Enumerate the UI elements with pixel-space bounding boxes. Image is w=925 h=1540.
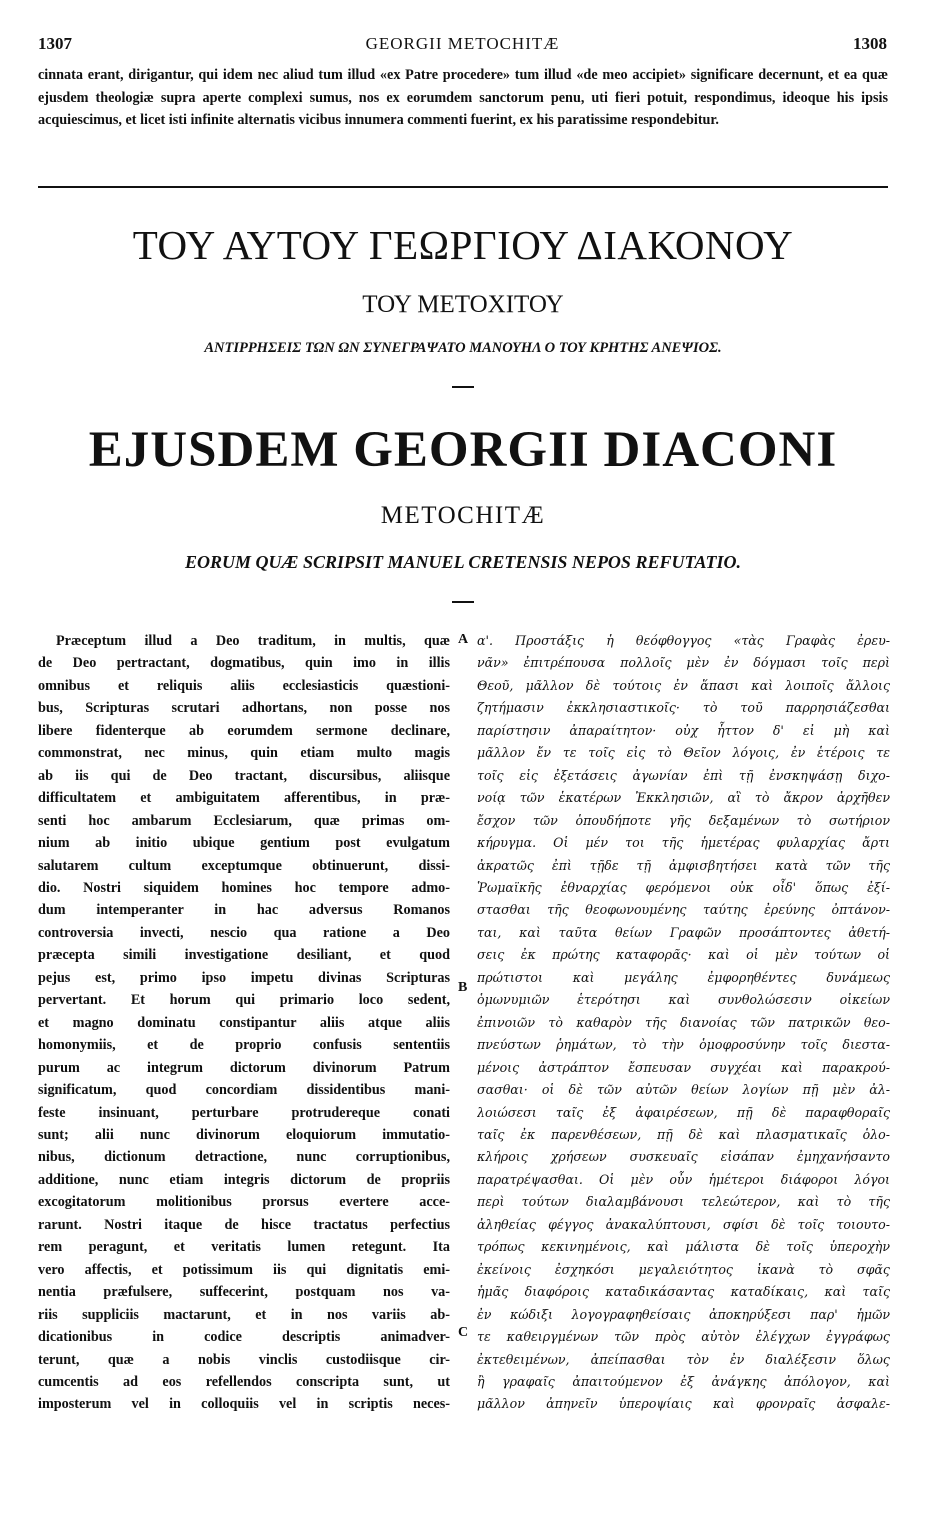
short-rule [452,386,474,388]
running-title: GEORGII METOCHITÆ [365,34,560,53]
latin-text-line: significatum, quod concordiam dissidentibus mani- [38,1082,450,1099]
latin-text-line: nentia præfulsere, suffecerint, postquam nos va- [38,1284,450,1301]
latin-text-line: dicationibus in codice descriptis animadver- [38,1329,450,1346]
latin-text-line: Præceptum illud a Deo traditum, in multis, quæ [56,633,450,649]
greek-text-line: τοῖς εἰς ἐξετάσεις ἀγωνίαν ἐπὶ τῇ ἐνσκηψάσῃ διχο- [477,767,890,783]
greek-text-line: μᾶλλον ἔν τε τοῖς εἰς τὸ Θεῖον λόγοις, ἐν ἑτέροις τε [477,745,890,761]
continuation-paragraph: cinnata erant, dirigantur, qui idem nec aliud tum illud «ex Patre procedere» tum illud «de meo accipiet» significare decernunt, et ea quæ ejusdem theologiæ supra aperte complexi sumus, nos ex eorumdem sanctorum penu, uti fieri potuit, respondimus, ideoque his ipsis acquiescimus, et licet isti infinite alternatis vicibus innumera commenti fuerint, ex his paratissime respondebitur. [38,67,888,128]
greek-description: ΑΝΤΙΡΡΗΣΕΙΣ ΤΩΝ ΩΝ ΣΥΝΕΓΡΑΨΑΤΟ ΜΑΝΟΥΗΛ Ο ΤΟΥ ΚΡΗΤΗΣ ΑΝΕΨΙΟΣ. [204,340,722,356]
greek-text-line: Ῥωμαϊκῆς ἐθναρχίας φερόμενοι οὐκ οἶδ' ὅπως ἐξί- [477,879,890,895]
latin-text-line: vero affectis, et potissimum iis qui dignitatis emi- [38,1261,450,1278]
greek-text-line: νᾶν» ἐπιτρέπουσα πολλοῖς μὲν ἐν δόγμασι τοῖς περὶ [477,655,890,671]
latin-text-line: salutarem cultum exceptumque obtinuerunt, dissi- [38,857,450,874]
latin-subtitle: METOCHITÆ [380,502,546,529]
latin-text-line: feste insinuant, perturbare protrudereque conati [38,1104,450,1121]
greek-text-line: στασθαι τῆς θεοφωνουμένης ταύτης ἐρεύνης ὀπτάνον- [477,902,890,918]
greek-text-line: λοιώσεσι ταῖς ἐξ ἀφαιρέσεων, πῇ δὲ παραφθοραῖς [477,1104,890,1120]
latin-text-line: terunt, quæ a nobis vinclis custodiisque cir- [38,1351,450,1368]
page-number-left: 1307 [38,34,72,53]
greek-text-line: ζητήμασιν ἐκκλησιαστικοῖς· τὸ τοῦ παρρησιάζεσθαι [477,700,890,716]
greek-text-line: πνεύστων ῥημάτων, τὸ τὴν ὁμοφροσύνην τοῖς διεστα- [477,1037,890,1053]
latin-description: EORUM QUÆ SCRIPSIT MANUEL CRETENSIS NEPOS REFUTATIO. [185,552,741,572]
greek-text-line: ται, καὶ ταῦτα θείων Γραφῶν προσάπτοντες ἀθετή- [477,924,890,940]
latin-text-line: dio. Nostri siquidem homines hoc tempore admo- [38,879,450,896]
greek-text-line: σασθαι· οἱ δὲ τῶν αὐτῶν θείων λογίων πῇ μὲν ἀλ- [477,1082,890,1098]
latin-text-line: purum ac integrum dictorum divinorum Patrum [38,1059,450,1076]
section-marker-c: C [458,1325,469,1340]
greek-text-line: ἔσχον τῶν ὁπουδήποτε γῆς δεξαμένων τὸ σωτήριον [477,812,890,828]
greek-column [477,630,890,1416]
greek-text-line: ἡμᾶς διαφόροις καταδικάσαντας καταδίκαις, καὶ ταῖς [477,1284,890,1300]
greek-text-line: ὁμωνυμιῶν ἑτερότησι καὶ συνθολώσεσιν οἰκείων [477,992,890,1008]
greek-text-line: νοίᾳ τῶν ἑκατέρων Ἐκκλησιῶν, αἳ τὸ ἄκρον ἀρχῆθεν [477,790,890,806]
latin-text-line: rarunt. Nostri itaque de hisce tractatus perfectius [38,1216,450,1233]
latin-title: EJUSDEM GEORGII DIACONI [88,422,838,478]
short-rule [452,601,474,603]
latin-text-line: dum intemperanter in hac adversus Romanos [38,902,450,919]
greek-title: ΤΟΥ ΑΥΤΟΥ ΓΕΩΡΓΙΟΥ ΔΙΑΚΟΝΟΥ [132,222,794,268]
latin-text-line: de Deo pertractant, dogmatibus, quin imo in illis [38,655,450,672]
greek-text-line: τε καθειργμένων τῶν πρὸς αὐτὸν ἐλέγχων ἐγγράφως [477,1329,890,1345]
latin-text-line: cumcentis ad eos refellendos conscripta sunt, ut [38,1373,450,1390]
greek-subtitle: ΤΟΥ ΜΕΤΟΧΙΤΟΥ [362,291,564,318]
greek-text-line: περὶ τούτων διαλαμβάνουσι τελεώτερον, καὶ τὸ τῆς [477,1194,890,1210]
greek-text-line: α'. Προστάξις ἡ θεόφθογγος «τὰς Γραφὰς ἐρευ- [477,633,890,648]
latin-text-line: pervertant. Et horum qui primario loco sedent, [38,992,450,1009]
latin-text-line: imposterum vel in colloquiis vel in scriptis neces- [38,1396,450,1413]
latin-text-line: libere fidenterque ab eorumdem sermone declinare, [38,722,450,739]
greek-text-line: ἢ γραφαῖς ἀπαιτούμενον ἐξ ἀνάγκης ἀπόλογον, καὶ [477,1373,890,1389]
latin-text-line: omnibus et reliquis aliis ecclesiasticis quæstioni- [38,677,450,694]
greek-text-line: σεις ἐκ πρώτης καταφορᾶς· καὶ οἱ μὲν τούτων οἱ [477,947,890,963]
latin-text-line: homonymiis, et de proprio confusis sententiis [38,1037,450,1054]
latin-text-line: ab iis qui de Deo tractant, discursibus, aliisque [38,767,450,784]
greek-text-line: πρώτιστοι καὶ μεγάλης ἐμφορηθέντες δυνάμεως [477,969,890,985]
latin-text-line: nibus, dictionum detractione, nunc corruptionibus, [38,1149,450,1166]
greek-text-line: ἐν κώδιξι λογογραφηθείσαις ἀποκηρύξεσι παρ' ἡμῶν [477,1306,890,1322]
greek-text-line: ἀκρατῶς ἐπὶ τῇδε τῇ ἀμφισβητήσει κατὰ τῶν τῆς [477,857,890,873]
latin-text-line: difficultatem et ambiguitatem afferentibus, in præ- [38,790,450,807]
greek-text-line: παρατρέψασθαι. Οἱ μὲν οὖν ἡμέτεροι διάφοροι λόγοι [477,1171,890,1187]
latin-text-line: excogitatorum molitionibus prorsus evertere acce- [38,1194,450,1211]
latin-text-line: rem peragunt, et veritatis lumen retegunt. Ita [38,1239,450,1256]
latin-text-line: commonstrat, nec minus, quin etiam multo magis [38,745,450,762]
latin-text-line: senti hoc ambarum Ecclesiarum, quæ primas om- [38,812,450,829]
greek-text-line: μᾶλλον ἀπηνεῖν ὑπεροψίαις καὶ φρονραῖς ἀσφαλε- [477,1396,890,1412]
greek-text-line: ἀληθείας φέγγος ἀνακαλύπτουσι, σφίσι δὲ τοῖς τοιουτο- [477,1216,890,1232]
running-header [38,34,887,56]
latin-text-line: additione, nunc etiam integris dictorum de propriis [38,1171,450,1188]
greek-text-line: παρίστησιν ἀπαραίτητον· οὐχ ἧττον δ' εἰ μὴ καὶ [477,722,890,738]
greek-text-line: κλήροις χρήσεων συσκευαῖς εἰσάπαν ἐμηχανήσαντο [477,1149,890,1165]
latin-text-line: controversia invecti, nescio qua ratione a Deo [38,924,450,941]
latin-text-line: bus, Scripturas scrutari adhortans, non posse nos [38,700,450,717]
latin-text-line: sunt; alii nunc divinorum eloquiorum immutatio- [38,1126,450,1143]
latin-text-line: præcepta simili investigatione desiliant, et quod [38,947,450,964]
latin-text-line: nium ab initio ubique gentium post evulgatum [38,835,450,852]
greek-text-line: ταῖς ἐκ παρενθέσεων, πῇ δὲ καὶ πλασματικαῖς ὁλο- [477,1126,890,1142]
latin-text-line: pejus est, primo ipso impetu divinas Scripturas [38,969,450,986]
latin-text-line: et magno dominatu constipantur aliis atque aliis [38,1014,450,1031]
greek-text-line: Θεοῦ, μᾶλλον δὲ τούτοις ἐν ἅπασι καὶ λοιποῖς ἄλλοις [477,677,890,693]
greek-text-line: ἐπινοιῶν τὸ καθαρὸν τῆς διανοίας τῶν πατρικῶν θεο- [477,1014,890,1030]
page-number-right: 1308 [853,34,887,53]
section-marker-b: B [458,980,468,995]
greek-text-line: ἐκείνοις ἐσχηκόσι μεγαλειότητος ἱκανὰ τὸ σφᾶς [477,1261,890,1277]
section-divider [38,186,888,188]
section-marker-a: A [458,632,469,647]
greek-text-line: τρόπως κεκινημένοις, καὶ μάλιστα δὲ τοῖς ὑπεροχὴν [477,1239,890,1255]
greek-text-line: ἐκτεθειμένων, ἀπείπασθαι τὸν ἐν διαλέξεσιν ὅλως [477,1351,890,1367]
greek-text-line: κήρυγμα. Οἱ μέν τοι τῆς ἡμετέρας φυλαρχίας ἄρτι [477,835,890,851]
latin-column [38,630,450,1416]
greek-text-line: μένοις ἀστράπτον ἔσπευσαν συγχέαι καὶ παρακρού- [477,1059,890,1075]
latin-text-line: riis suppliciis mactarunt, et in nos variis ab- [38,1306,450,1323]
